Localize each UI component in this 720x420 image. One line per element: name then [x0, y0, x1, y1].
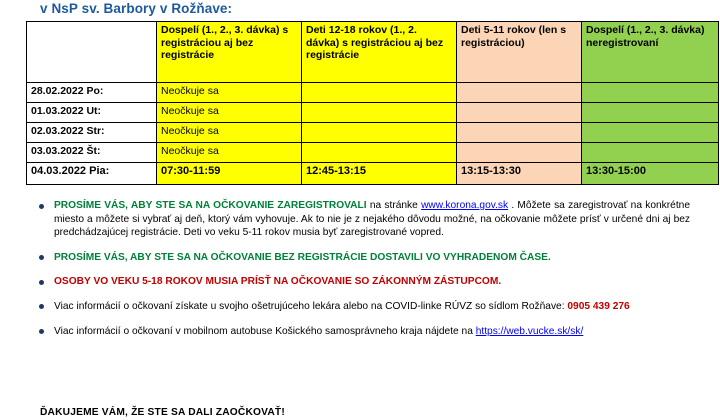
row-date: 28.02.2022 Po: [27, 83, 157, 103]
table-row [27, 83, 719, 103]
row-date: 01.03.2022 Ut: [27, 103, 157, 123]
page-title: v NsP sv. Barbory v Rožňave: [40, 1, 233, 16]
note-fragment: . Môžete sa zaregistrovať na konkrétne miesto a môžete si vybrať aj deň, ktorý vám vyhovuje. Ak to nie je z nejakého dôvodu možné, na očkovanie môžete prísť v určené dni aj bez predchádzajúcej registrácie. Deti vo veku 5-11 rokov musia byť zaregistrované vopred. [54, 200, 690, 239]
row-children-5-11 [457, 83, 582, 103]
table-header-row [27, 22, 719, 83]
row-date: 02.03.2022 Str: [27, 123, 157, 143]
row-adults-registered: Neočkuje sa [157, 83, 302, 103]
table-row [27, 163, 719, 185]
row-date: 04.03.2022 Pia: [27, 163, 157, 185]
list-item [54, 199, 696, 240]
note-fragment: PROSÍME VÁS, ABY STE SA NA OČKOVANIE ZAREGISTROVALI [54, 200, 370, 211]
row-children-12-18 [302, 123, 457, 143]
table-row [27, 143, 719, 163]
note-text-0 [54, 200, 690, 238]
note-link[interactable]: https://web.vucke.sk/sk/ [475, 325, 584, 337]
row-children-5-11 [457, 123, 582, 143]
note-text-3 [54, 301, 630, 312]
row-children-5-11 [457, 103, 582, 123]
table-corner-cell [27, 22, 157, 83]
table-row [27, 103, 719, 123]
row-adults-registered: 07:30-11:59 [157, 163, 302, 185]
row-adults-registered: Neočkuje sa [157, 103, 302, 123]
note-text-1 [54, 252, 551, 263]
note-text-2 [54, 276, 501, 287]
list-item [54, 251, 696, 265]
vaccination-schedule-table [26, 21, 719, 185]
row-children-12-18: 12:45-13:15 [302, 163, 457, 185]
row-adults-unregistered [582, 103, 719, 123]
column-header-children-5-11: Deti 5-11 rokov (len s registráciou) [457, 22, 582, 83]
column-header-adults-unregistered: Dospelí (1., 2., 3. dávka) neregistrovaní [582, 22, 719, 83]
note-fragment: OSOBY VO VEKU 5-18 ROKOV MUSIA PRÍSŤ NA OČKOVANIE SO ZÁKONNÝM ZÁSTUPCOM. [54, 276, 502, 288]
note-fragment: PROSÍME VÁS, ABY STE SA NA OČKOVANIE BEZ REGISTRÁCIE DOSTAVILI VO VYHRADENOM ČASE. [54, 251, 551, 263]
column-header-children-12-18: Deti 12-18 rokov (1., 2. dávka) s registráciou aj bez registrácie [302, 22, 457, 83]
row-children-5-11 [457, 143, 582, 163]
row-adults-unregistered [582, 143, 719, 163]
row-adults-unregistered [582, 123, 719, 143]
row-adults-registered: Neočkuje sa [157, 143, 302, 163]
note-text-4 [54, 326, 583, 337]
column-header-adults-registered: Dospelí (1., 2., 3. dávka) s registráciou aj bez registrácie [157, 22, 302, 83]
notes-list [14, 199, 706, 338]
note-link[interactable]: www.korona.gov.sk [421, 200, 509, 211]
row-children-12-18 [302, 103, 457, 123]
row-adults-registered: Neočkuje sa [157, 123, 302, 143]
note-fragment: Viac informácií o očkovaní v mobilnom autobuse Košického samosprávneho kraja nájdete na [54, 325, 476, 337]
row-children-12-18 [302, 83, 457, 103]
row-date: 03.03.2022 Št: [27, 143, 157, 163]
note-fragment: na stránke [369, 200, 422, 211]
row-children-12-18 [302, 143, 457, 163]
row-adults-unregistered [582, 83, 719, 103]
row-adults-unregistered: 13:30-15:00 [582, 163, 719, 185]
list-item [54, 325, 696, 339]
list-item [54, 300, 696, 314]
list-item [54, 275, 696, 289]
note-fragment: Viac informácií o očkovaní získate u svojho ošetrujúceho lekára alebo na COVID-linke RÚVZ so sídlom Rožňave: [54, 300, 568, 312]
thank-you-footer: ĎAKUJEME VÁM, ŽE STE SA DALI ZAOČKOVAŤ! [40, 407, 285, 418]
row-children-5-11: 13:15-13:30 [457, 163, 582, 185]
note-fragment: 0905 439 276 [567, 300, 630, 312]
table-row [27, 123, 719, 143]
